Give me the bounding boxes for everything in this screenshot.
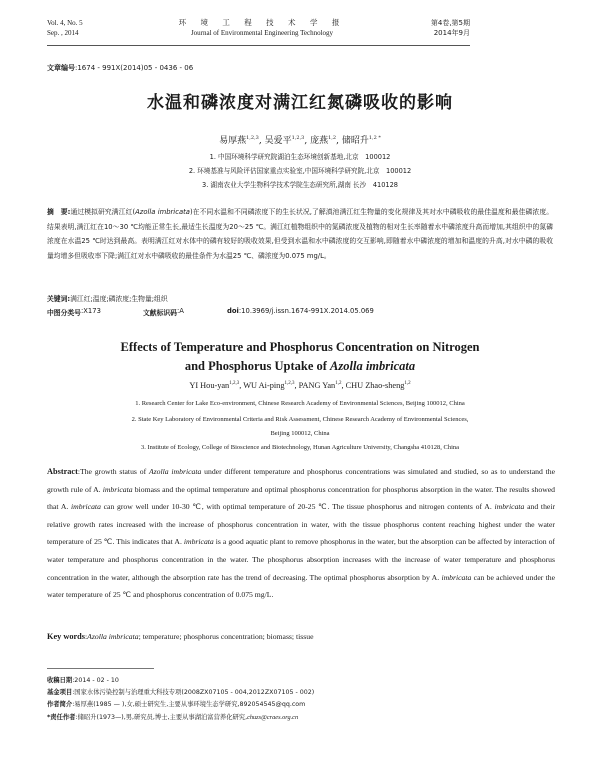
abstract-en-label: Abstract: [47, 467, 78, 476]
title-en: Effects of Temperature and Phosphorus Concentration on Nitrogen and Phosphorus Uptake of Azolla imbricata: [120, 340, 480, 373]
authors-cn: [0, 133, 600, 146]
abstract-cn: 摘 要:通过模拟研究满江红(Azolla imbricata)在不同水温和不同磷浓度下的生长状况,了解滇池满江红生物量的变化规律及其对水中磷吸收的最佳温度和最佳磷浓度。结果表明,满江红在10～30 ℃均能正常生长,最适生长温度为20～25 ℃。满江红植物组织中的氮磷浓度及植物的相对生长率随着水中磷浓度升高而增加,其组织中的氮磷浓度在水温25 ℃时达到最高。表明满江红对水体中的磷有较好的吸收效果,但受到水温和水中磷浓度的交互影响,即随着水中磷浓度的增加和温度的升高,对水中磷的吸收量均增多但吸收率下降;满江红对水中磷吸收的最佳条件为水温25 ℃、磷浓度为0.075 mg/L。: [47, 208, 554, 260]
footnote-author-bio: 作者简介:易厚燕(1985 — ),女,硕士研究生,主要从事环境生态学研究,892054545@qq.com: [47, 701, 306, 709]
species-name: Azolla imbricata: [330, 359, 416, 373]
affiliation-cn-3: 3. 湖南农业大学生物科学技术学院生态研究所,湖南 长沙 410128: [202, 181, 398, 189]
affiliation-en-1: 1. Research Center for Lake Eco-environment, Chinese Research Academy of Environmental Sciences, Beijing 100012, China: [135, 400, 465, 407]
document-code: 文献标识码 :A: [143, 307, 184, 317]
author-en: PANG Yan$^{1,2}$,: [298, 381, 346, 390]
abstract-en: Abstract:The growth status of Azolla imbricata under different temperature and phosphorus concentrations was simulated and studied, so as to understand the growth rule of A. imbricata biomass and the optimal temperature and optimal phosphorus concentration for phosphorus absorption in the water. The results showed that A. imbricata can grow well under 10-30 ℃, with optimal temperature of 20-25 ℃. The tissue phosphorus and nitrogen contents of A. imbricata and their relative growth rates increased with the increase of phosphorus concentration in water, with the tissue phosphorus content reaching highest under the water temperature of 25 ℃. This indicates that A. imbricata is a good aquatic plant to remove phosphorus in the water, but the absorption can be affected by interaction of water temperature and phosphorus concentration in the water. The phosphorus absorption increases with the increase of water temperature and phosphorus concentration in the water, although the absorption rate has the trend of decreasing. The optimal phosphorus absorption by A. imbricata can be achieved under the water temperature of 25 ℃ and phosphorus concentration of 0.075 mg/L.: [47, 467, 556, 600]
footnote-funding: 基金项目:国家水体污染控制与治理重大科技专项(2008ZX07105 - 004,2012ZX07105 - 002): [47, 689, 315, 697]
header-rule: [47, 45, 470, 46]
footnote-corresponding-author: *责任作者:储昭升(1973—),男,研究员,博士,主要从事湖泊富营养化研究,chuzs@craes.org.cn: [47, 713, 299, 721]
doi: doi :10.3969/j.issn.1674-991X.2014.05.069: [227, 307, 374, 315]
keywords-en: Key words:Azolla imbricata; temperature; phosphorus concentration; biomass; tissue: [47, 632, 314, 641]
author-en: WU Ai-ping$^{1,2,3}$,: [243, 381, 299, 390]
date-cn: 2014年9月: [433, 29, 470, 37]
author-cn: 吴爱平$^{1,2,3}$,: [264, 135, 308, 146]
volume-issue-cn: 第4卷,第5期: [430, 19, 470, 27]
affiliation-en-3: 3. Institute of Ecology, College of Bioscience and Biotechnology, Hunan Agriculture University, Changsha 410128, China: [140, 444, 460, 451]
header-center: [177, 18, 347, 38]
author-en: YI Hou-yan$^{1,2,3}$,: [189, 381, 244, 390]
affiliation-cn-2: 2. 环境基准与风险评估国家重点实验室,中国环境科学研究院,北京 100012: [188, 167, 412, 175]
journal-name-en: Journal of Environmental Engineering Technology: [190, 29, 334, 37]
article-number-label: 文章编号: [47, 64, 75, 72]
author-cn: 储昭升$^{1,2 *}$: [341, 135, 381, 146]
title-cn: 水温和磷浓度对满江红氮磷吸收的影响: [147, 93, 453, 113]
species-name: Azolla imbricata: [135, 208, 190, 216]
keywords-en-label: Key words: [47, 632, 86, 641]
journal-header: [47, 18, 470, 48]
author-cn: 庞燕$^{1,2}$,: [310, 135, 339, 146]
authors-en: [0, 381, 600, 390]
article-number: [47, 63, 193, 73]
keywords-cn-label: 关键词:: [47, 295, 71, 303]
keywords-cn: 关键词:满江红;温度;磷浓度;生物量;组织: [47, 295, 168, 303]
article-number-value: :1674 - 991X(2014)05 - 0436 - 06: [75, 64, 194, 72]
date-en: Sep. , 2014: [47, 29, 79, 37]
footnote-rule: [47, 668, 154, 669]
clc-number: 中图分类号 :X173: [47, 307, 101, 317]
abstract-cn-label: 摘 要:: [47, 208, 71, 216]
corresponding-email[interactable]: chuzs@craes.org.cn: [247, 713, 299, 721]
journal-name-cn: 环 境 工 程 技 术 学 报: [178, 18, 346, 27]
footnote-received: 收稿日期:2014 - 02 - 10: [47, 677, 119, 684]
footnotes: [47, 675, 553, 724]
author-cn: 易厚燕$^{1,2,3}$,: [219, 135, 262, 146]
header-left: [47, 18, 83, 38]
header-right: [350, 18, 470, 38]
affiliation-en-2-cont: Beijing 100012, China: [270, 430, 330, 437]
author-en: CHU Zhao-sheng$^{1,2}$: [345, 381, 411, 390]
affiliation-en-2: 2. State Key Laboratory of Environmental Criteria and Risk Assessment, Chinese Research Academy of Environmental Sciences,: [131, 416, 469, 423]
volume-issue: Vol. 4, No. 5: [47, 19, 83, 27]
affiliation-cn-1: 1. 中国环境科学研究院湖泊生态环境创新基地,北京 100012: [209, 153, 391, 161]
